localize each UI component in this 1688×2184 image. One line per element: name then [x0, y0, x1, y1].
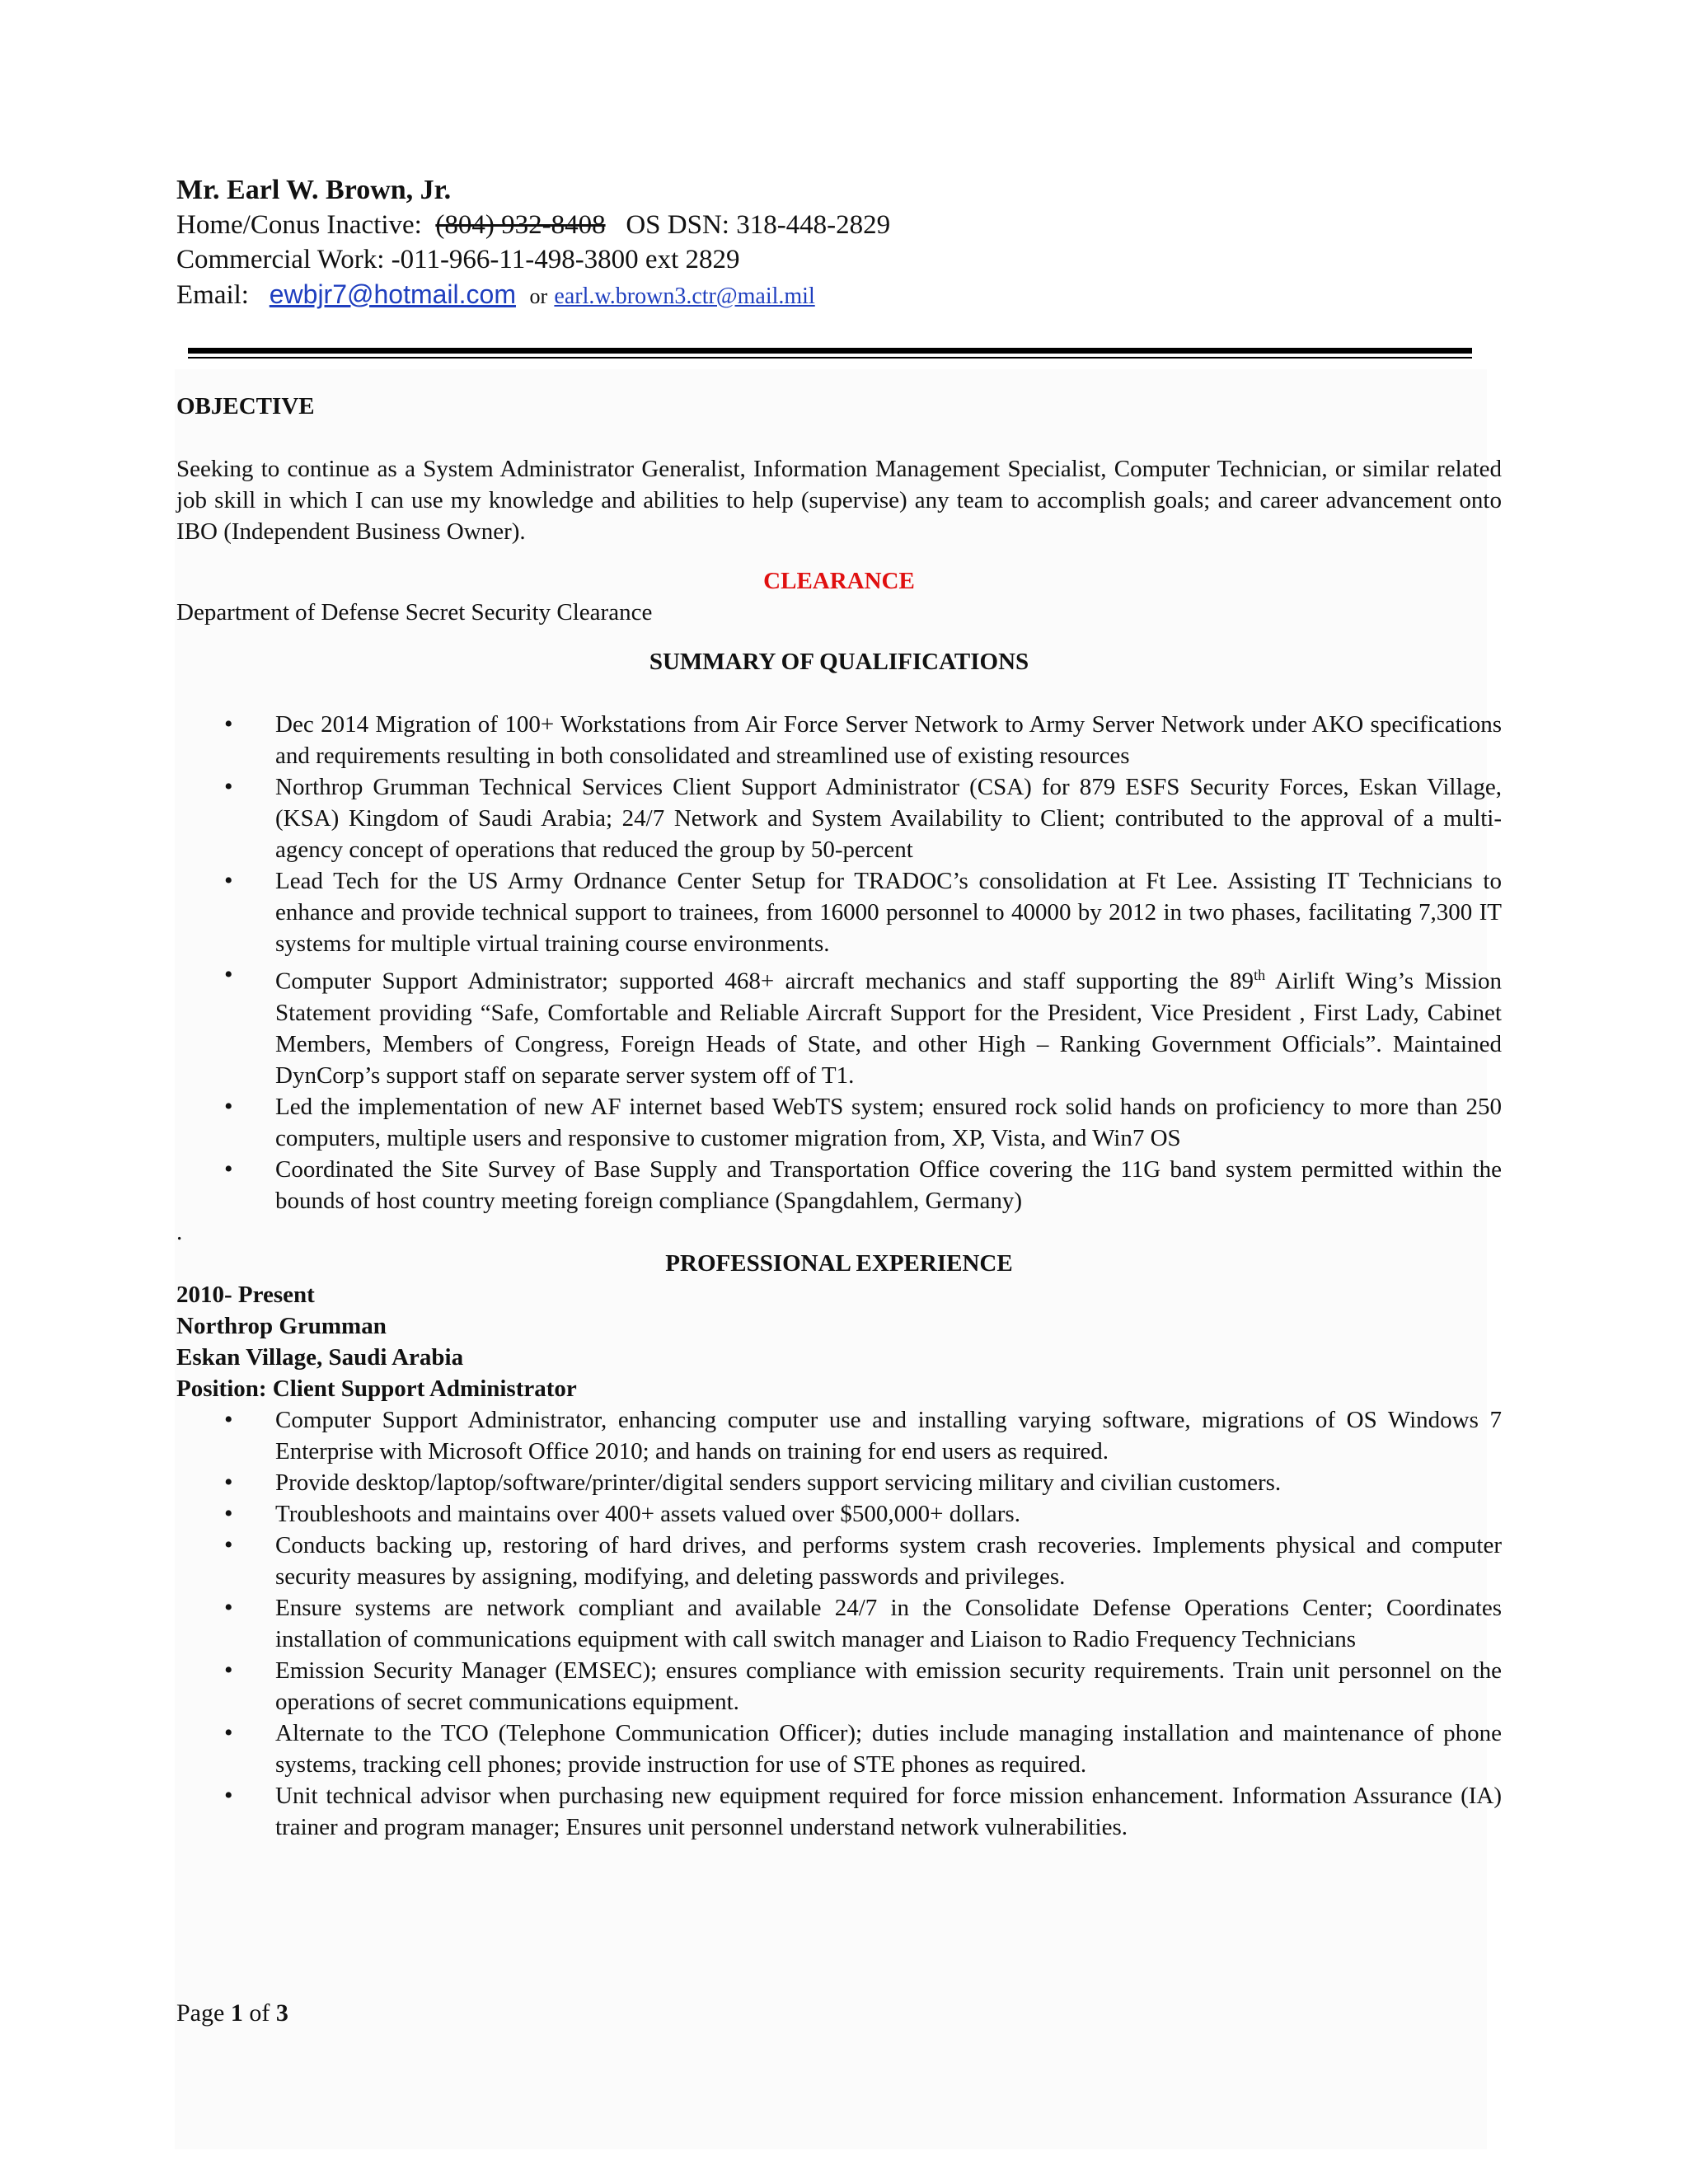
list-item: • Provide desktop/laptop/software/printer/digital senders support servicing military and civilian customers. — [275, 1467, 1502, 1498]
email-secondary-link[interactable]: earl.w.brown3.ctr@mail.mil — [554, 284, 815, 309]
home-phone-struck: (804) 932-8408 — [435, 210, 606, 240]
stray-dot: . — [176, 1218, 183, 1245]
page-of: of — [249, 1999, 270, 2027]
experience-period: 2010- Present — [176, 1281, 315, 1308]
page-number: 1 — [230, 1999, 243, 2027]
header-rule-thick — [188, 348, 1472, 354]
os-dsn: OS DSN: 318-448-2829 — [626, 210, 891, 240]
airlift-sup: th — [1254, 967, 1266, 983]
experience-location: Eskan Village, Saudi Arabia — [176, 1343, 464, 1371]
airlift-text-end: Airlift Wing’s Mission Statement providing “Safe, Comfortable and Reliable Aircraft Support for the President, Vice President , First Lady, Cabinet Members, Members of Congress, Foreign Heads of State, and other High – Ranking Government Officials”. Maintained DynCorp’s support staff on separate server system off of T1. — [275, 968, 1502, 1089]
list-item: • Troubleshoots and maintains over 400+ assets valued over $500,000+ dollars. — [275, 1498, 1502, 1530]
email-or: or — [529, 284, 548, 308]
list-item: • Ensure systems are network compliant and available 24/7 in the Consolidate Defense Operations Center; Coordinates installation of communications equipment with call switch manager and Liaison to Radio Frequency Technicians — [275, 1592, 1502, 1655]
commercial-phone: Commercial Work: -011-966-11-498-3800 ext 2829 — [176, 245, 740, 274]
home-phone-line — [176, 208, 890, 242]
contact-header — [176, 173, 890, 314]
page-prefix: Page — [176, 1999, 225, 2027]
summary-heading: SUMMARY OF QUALIFICATIONS — [649, 649, 1029, 675]
list-item: • Emission Security Manager (EMSEC); ensures compliance with emission security requirements. Train unit personnel on the operations of secret communications equipment. — [275, 1655, 1502, 1718]
summary-list — [176, 709, 1502, 1216]
list-item: • Lead Tech for the US Army Ordnance Center Setup for TRADOC’s consolidation at Ft Lee. Assisting IT Technicians to enhance and provide technical support to trainees, from 16000 personnel to 40000 by 2012 in two phases, facilitating 7,300 IT systems for multiple virtual training course environments. — [275, 865, 1502, 959]
list-item: • Coordinated the Site Survey of Base Supply and Transportation Office covering the 11G band system permitted within the bounds of host country meeting foreign compliance (Spangdahlem, Germany) — [275, 1154, 1502, 1216]
clearance-heading: CLEARANCE — [763, 568, 915, 594]
list-item: • Alternate to the TCO (Telephone Communication Officer); duties include managing installation and maintenance of phone systems, tracking cell phones; provide instruction for use of STE phones as required. — [275, 1718, 1502, 1780]
email-label: Email: — [176, 280, 249, 310]
applicant-name: Mr. Earl W. Brown, Jr. — [176, 175, 452, 205]
objective-heading: OBJECTIVE — [176, 393, 315, 419]
resume-body — [176, 387, 1502, 1843]
list-item: • Conducts backing up, restoring of hard drives, and performs system crash recoveries. Implements physical and computer security measures by assigning, modifying, and deleting passwords and privileges. — [275, 1530, 1502, 1592]
list-item: • Dec 2014 Migration of 100+ Workstations from Air Force Server Network to Army Server Network under AKO specifications and requirements resulting in both consolidated and streamlined use of existing resources — [275, 709, 1502, 771]
experience-heading: PROFESSIONAL EXPERIENCE — [665, 1249, 1013, 1277]
experience-list — [176, 1404, 1502, 1843]
home-label: Home/Conus Inactive: — [176, 210, 422, 240]
airlift-text-start: Computer Support Administrator; supported 468+ aircraft mechanics and staff supporting the 89 — [275, 968, 1254, 995]
list-item: • Northrop Grumman Technical Services Client Support Administrator (CSA) for 879 ESFS Security Forces, Eskan Village, (KSA) Kingdom of Saudi Arabia; 24/7 Network and System Availability to Client; contributed to the approval of a multi-agency concept of operations that reduced the group by 50-percent — [275, 771, 1502, 865]
experience-position: Position: Client Support Administrator — [176, 1375, 577, 1402]
email-line — [176, 277, 890, 314]
list-item: • Led the implementation of new AF internet based WebTS system; ensured rock solid hands on proficiency to more than 250 computers, multiple users and responsive to customer migration from, XP, Vista, and Win7 OS — [275, 1091, 1502, 1154]
list-item — [275, 959, 1502, 1091]
email-primary-link[interactable]: ewbjr7@hotmail.com — [269, 279, 516, 309]
list-item: • Unit technical advisor when purchasing new equipment required for force mission enhancement. Information Assurance (IA) trainer and program manager; Ensures unit personnel understand network vulnerabilities. — [275, 1780, 1502, 1843]
header-rule-thin — [188, 357, 1472, 359]
list-item: • Computer Support Administrator, enhancing computer use and installing varying software, migrations of OS Windows 7 Enterprise with Microsoft Office 2010; and hands on training for end users as required. — [275, 1404, 1502, 1467]
objective-text: Seeking to continue as a System Administrator Generalist, Information Management Specialist, Computer Technician, or similar related job skill in which I can use my knowledge and abilities to help (supervise) any team to accomplish goals; and career advancement onto IBO (Independent Business Owner). — [176, 456, 1502, 545]
experience-company: Northrop Grumman — [176, 1312, 387, 1339]
page-total: 3 — [275, 1999, 288, 2027]
clearance-text: Department of Defense Secret Security Clearance — [176, 599, 653, 626]
page-footer — [176, 1999, 288, 2027]
